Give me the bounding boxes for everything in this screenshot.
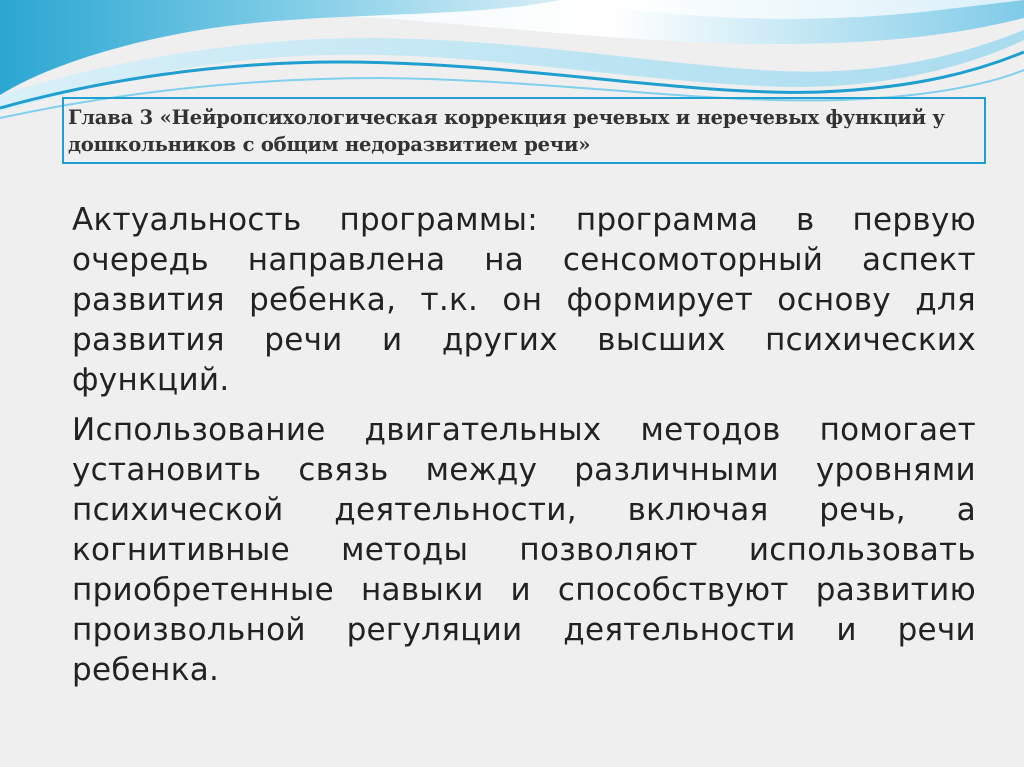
paragraph-relevance-text: программа в первую очередь направлена на сенсомоторный аспект развития ребенка, т.к. он формирует основу для развития речи и других высших психических функций. [72,202,976,398]
paragraph-relevance [72,200,976,400]
slide-title-text: Глава 3 «Нейропсихологическая коррекция речевых и неречевых функций у дошкольников с общим недоразвитием речи» [68,106,945,156]
paragraph-methods-text: Использование двигательных методов помогает установить связь между различными уровнями психической деятельности, включая речь, а когнитивные методы позволяют использовать приобретенные навыки и способствуют развитию произвольной регуляции деятельности и речи ребенка. [72,412,976,688]
paragraph-label: Актуальность программы: [72,202,539,238]
slide-title [62,97,986,164]
slide-body [72,200,976,700]
paragraph-methods [72,410,976,690]
